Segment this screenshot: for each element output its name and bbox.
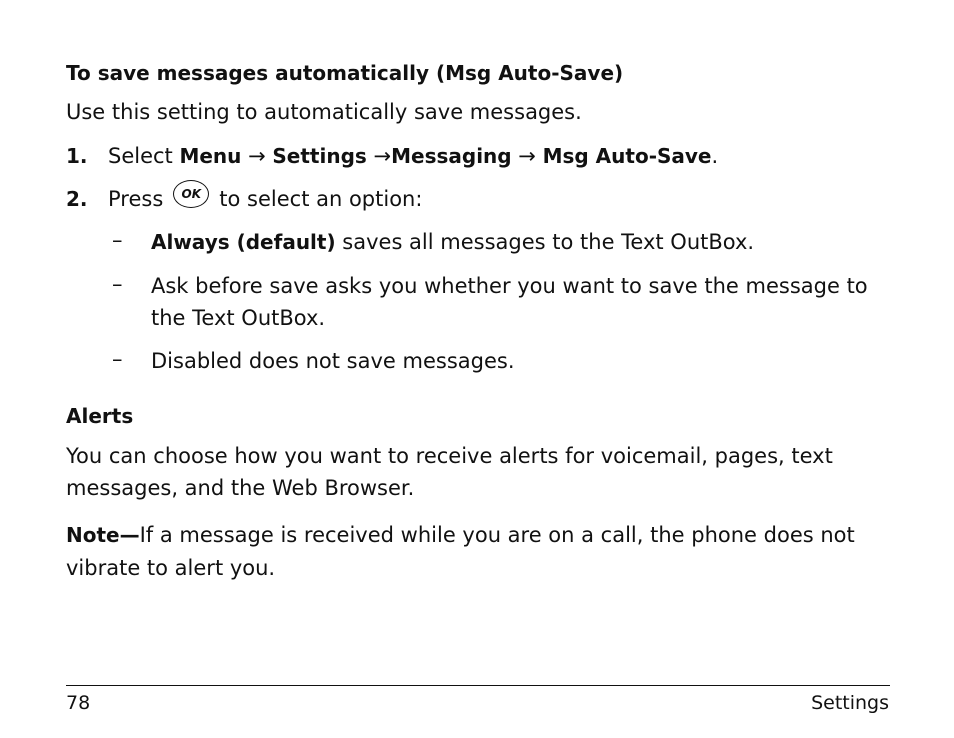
option-always-text: saves all messages to the Text OutBox. [335, 230, 755, 254]
option-dash: – [112, 272, 123, 296]
section-heading-msg-auto-save: To save messages automatically (Msg Auto-Save) [66, 61, 624, 85]
ok-button-icon: OK [173, 180, 209, 208]
alerts-para-line-2: messages, and the Web Browser. [66, 476, 415, 500]
option-always-label: Always (default) [151, 230, 336, 254]
menu-path-settings: Settings [272, 144, 367, 168]
note-text-1: If a message is received while you are on a call, the phone does not [139, 523, 855, 547]
footer-section-name: Settings [811, 692, 889, 714]
page-number: 78 [66, 692, 91, 714]
menu-path-menu: Menu [179, 144, 242, 168]
step-2-suffix: to select an option: [219, 187, 423, 211]
alerts-para-line-1: You can choose how you want to receive alerts for voicemail, pages, text [66, 444, 833, 468]
step-1-text [108, 140, 718, 172]
note-label: Note— [66, 523, 140, 547]
option-dash: – [112, 347, 123, 371]
path-arrow: → [248, 144, 266, 168]
option-dash: – [112, 228, 123, 252]
step-number-2: 2. [66, 187, 88, 211]
step-1-prefix: Select [108, 144, 180, 168]
intro-text: Use this setting to automatically save messages. [66, 100, 582, 124]
menu-path-messaging: Messaging [391, 144, 512, 168]
option-ask-line-1: Ask before save asks you whether you want to save the message to [151, 274, 868, 298]
path-arrow: → [518, 144, 536, 168]
note-line-1 [66, 519, 855, 551]
step-2-text [108, 183, 422, 215]
option-always [151, 226, 754, 258]
option-ask-line-2: the Text OutBox. [151, 306, 326, 330]
step-number-1: 1. [66, 144, 88, 168]
section-heading-alerts: Alerts [66, 404, 134, 428]
option-disabled: Disabled does not save messages. [151, 349, 515, 373]
menu-path-msg-auto-save: Msg Auto-Save [542, 144, 712, 168]
footer-divider [66, 685, 890, 686]
path-arrow: → [373, 144, 392, 168]
step-1-suffix: . [711, 144, 719, 168]
note-line-2: vibrate to alert you. [66, 556, 276, 580]
step-2-prefix: Press [108, 187, 164, 211]
